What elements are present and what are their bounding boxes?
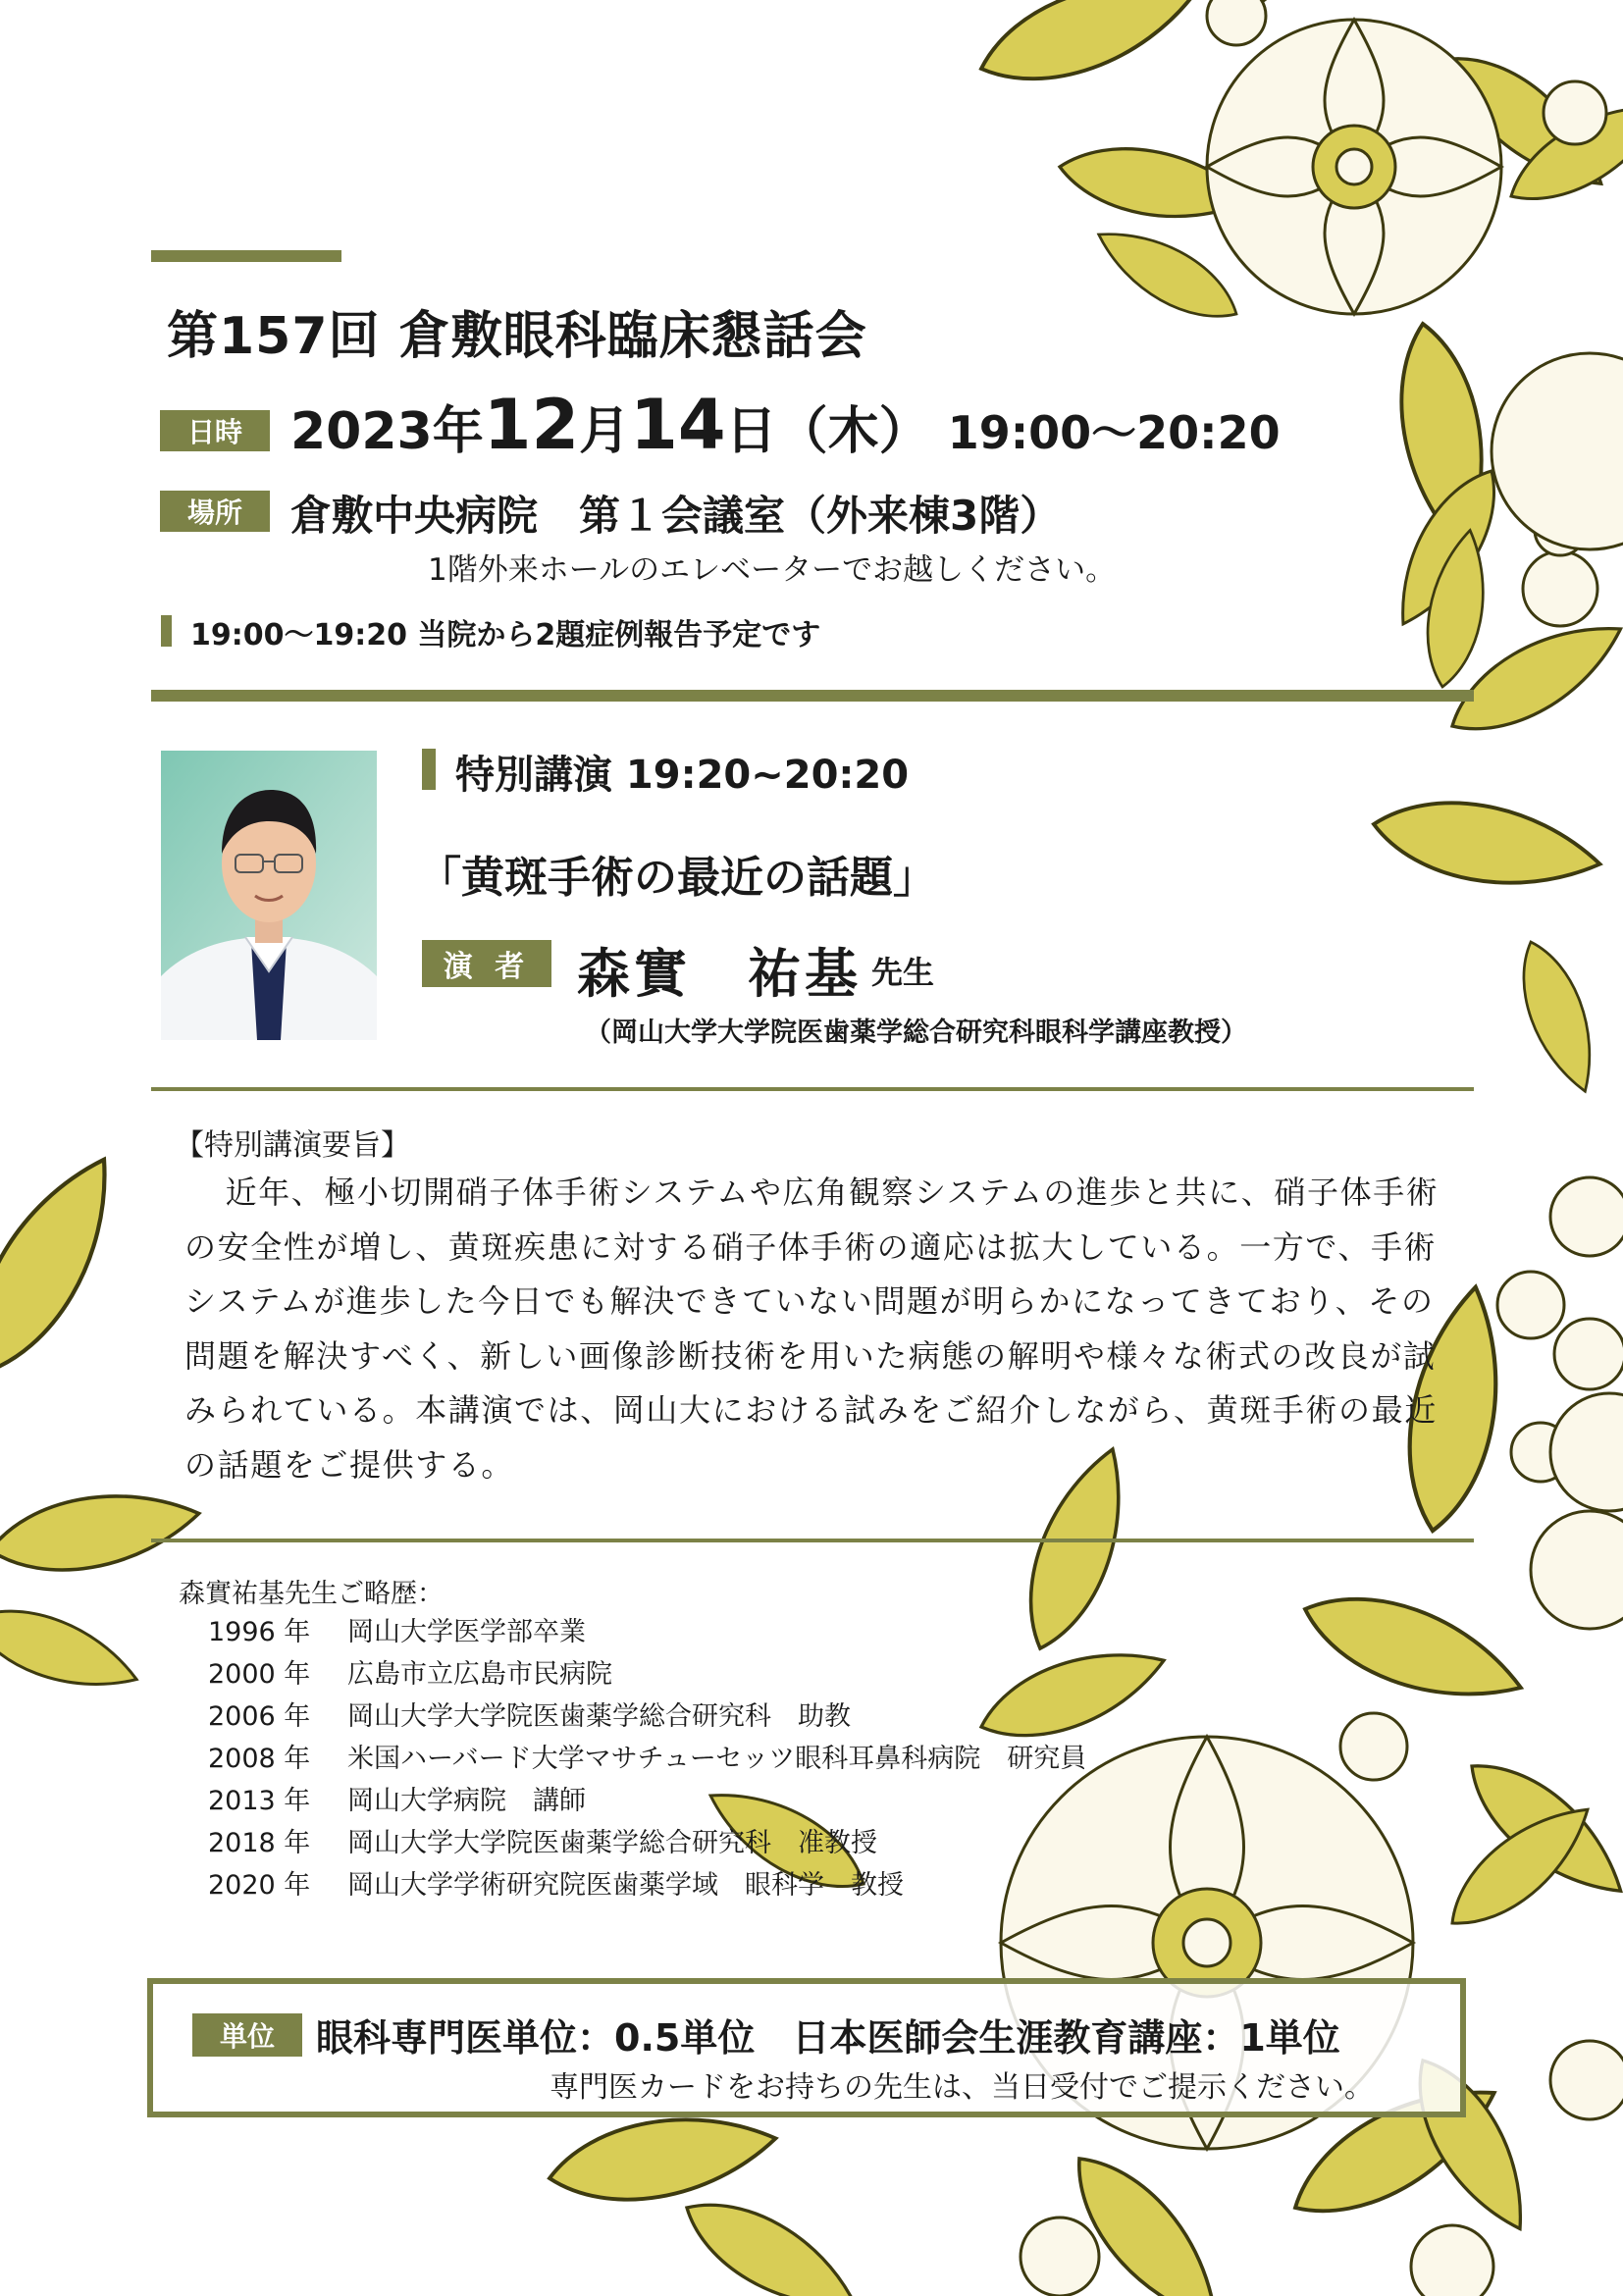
summary-body (184, 1166, 1444, 1492)
case-report-marker (161, 615, 172, 647)
date-day-unit: 日 (725, 402, 777, 461)
special-lecture-marker (422, 749, 436, 790)
cv-year: 2013 年 (208, 1786, 311, 1816)
cv-text: 岡山大学大学院医歯薬学総合研究科 助教 (347, 1701, 851, 1732)
summary-heading: 【特別講演要旨】 (175, 1128, 410, 1163)
date-month: 12 (483, 385, 580, 465)
section-divider-middle (151, 1087, 1474, 1091)
speaker-affiliation: （岡山大学大学院医歯薬学総合研究科眼科学講座教授） (585, 1018, 1247, 1048)
title-accent-bar (151, 250, 341, 262)
floral-cluster-top-right (969, 0, 1623, 639)
credit-note: 専門医カードをお持ちの先生は、当日受付でご提示ください。 (550, 2070, 1374, 2105)
floral-cluster-left (0, 1139, 205, 1706)
cv-item (208, 1611, 1086, 1653)
cv-text: 岡山大学病院 講師 (347, 1786, 586, 1816)
place-note: 1階外来ホールのエレベーターでお越しください。 (428, 552, 1117, 588)
speaker-photo (161, 751, 377, 1040)
date-tag: 日時 (160, 410, 270, 451)
cv-year: 2006 年 (208, 1701, 311, 1732)
event-place: 倉敷中央病院 第１会議室（外来棟3階） (290, 492, 1062, 540)
cv-year: 2008 年 (208, 1744, 311, 1774)
credit-main: 眼科専門医単位：0.5単位 日本医師会生涯教育講座：1単位 (316, 2016, 1340, 2060)
event-datetime (290, 385, 1281, 467)
cv-year: 1996 年 (208, 1617, 311, 1647)
speaker-name: 森實 祐基 (577, 943, 862, 1005)
cv-item (208, 1696, 1086, 1738)
cv-text: 岡山大学学術研究院医歯薬学域 眼科学 教授 (347, 1870, 904, 1901)
cv-year: 2000 年 (208, 1659, 311, 1690)
date-time: 19:00～20:20 (947, 406, 1281, 459)
cv-list (208, 1611, 1086, 1906)
summary-paragraph: 近年、極小切開硝子体手術システムや広角観察システムの進歩と共に、硝子体手術の安全性が増し、黄斑疾患に対する硝子体手術の適応は拡大している。一方で、手術システムが進歩した今日でも解決できていない問題が明らかになってきており、その問題を解決すべく、新しい画像診断技術を用いた病態の解明や様々な術式の改良が試みられている。本講演では、岡山大における試みをご紹介しながら、黄斑手術の最近の話題をご提供する。 (184, 1174, 1440, 1484)
cv-item (208, 1738, 1086, 1780)
cv-item (208, 1780, 1086, 1822)
cv-text: 岡山大学大学院医歯薬学総合研究科 准教授 (347, 1828, 877, 1858)
place-tag: 場所 (160, 491, 270, 532)
special-lecture-header: 特別講演 19:20~20:20 (455, 753, 910, 798)
cv-text: 広島市立広島市民病院 (347, 1659, 612, 1690)
date-day: 14 (630, 385, 726, 465)
lecture-title: 「黄斑手術の最近の話題」 (418, 853, 936, 903)
speaker-honorific: 先生 (871, 954, 935, 991)
cv-item (208, 1822, 1086, 1864)
cv-item (208, 1653, 1086, 1696)
cv-year: 2020 年 (208, 1870, 311, 1901)
date-month-unit: 月 (579, 402, 631, 461)
credit-tag: 単位 (192, 2013, 302, 2057)
speaker-tag: 演 者 (422, 940, 551, 987)
cv-text: 米国ハーバード大学マサチューセッツ眼科耳鼻科病院 研究員 (347, 1744, 1087, 1774)
cv-item (208, 1864, 1086, 1906)
section-divider-top (151, 690, 1474, 702)
date-weekday: （木） (776, 402, 930, 461)
cv-heading: 森實祐基先生ご略歴： (179, 1579, 444, 1609)
section-divider-bottom (151, 1539, 1474, 1542)
case-report-note: 19:00～19:20 当院から2題症例報告予定です (190, 618, 821, 652)
event-title: 第157回 倉敷眼科臨床懇話会 (167, 307, 867, 366)
date-year: 2023年 (290, 402, 484, 461)
cv-text: 岡山大学医学部卒業 (347, 1617, 586, 1647)
cv-year: 2018 年 (208, 1828, 311, 1858)
